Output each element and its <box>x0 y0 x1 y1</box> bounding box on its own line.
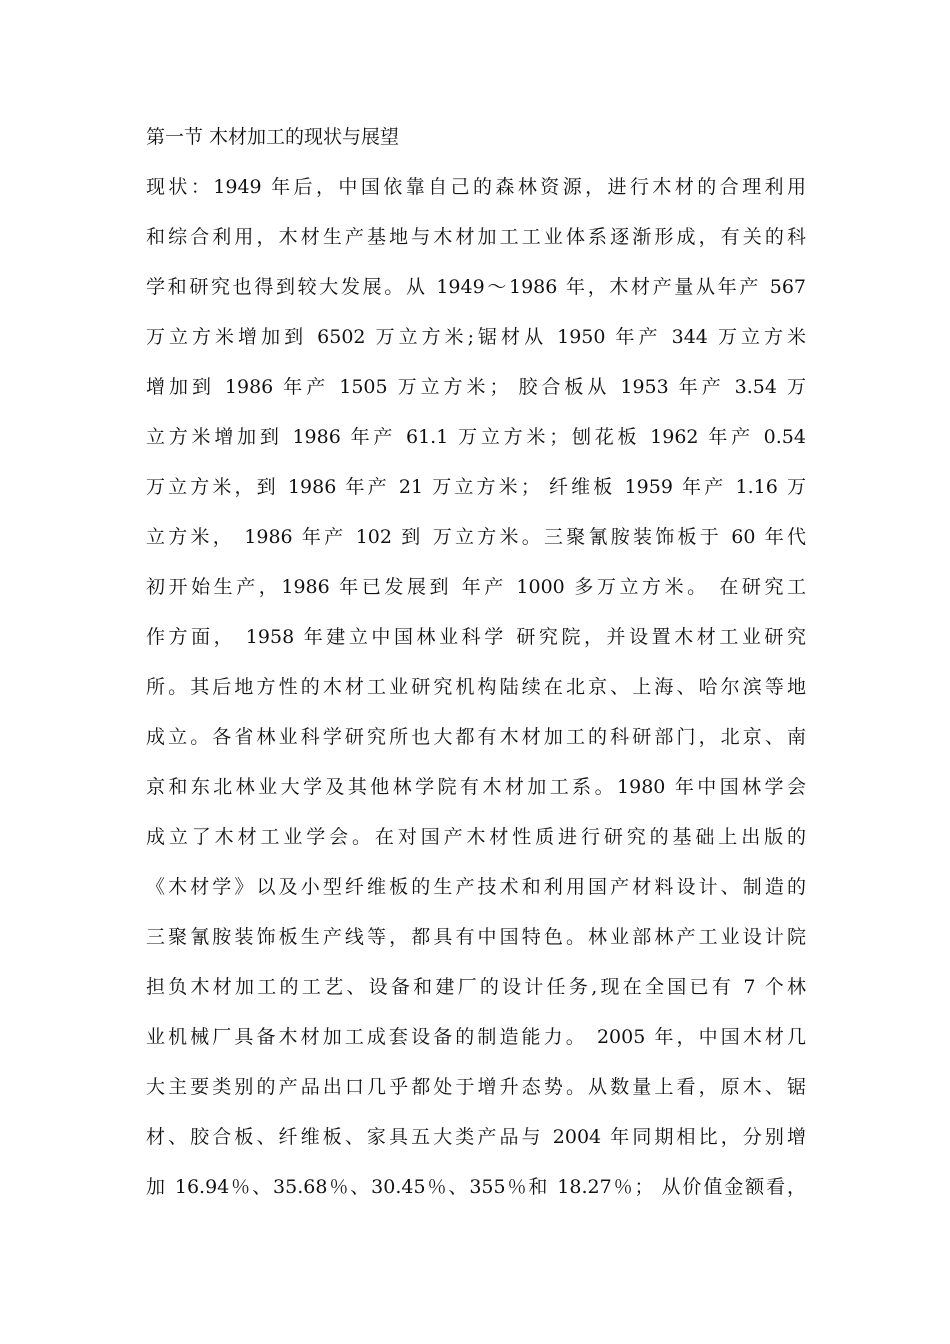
document-body <box>146 112 806 1212</box>
text-line: 业机械厂具备木材加工成套设备的制造能力。 2005 年，中国木材几 <box>146 1026 806 1048</box>
text-line: 增加到 1986 年产 1505 万立方米； 胶合板从 1953 年产 3.54 万 <box>146 376 806 398</box>
text-line: 立方米增加到 1986 年产 61.1 万立方米；刨花板 1962 年产 0.54 <box>146 426 806 448</box>
body-paragraph <box>146 162 806 1212</box>
text-line: 担负木材加工的工艺、设备和建厂的设计任务,现在全国已有 7 个林 <box>146 976 806 998</box>
text-line: 大主要类别的产品出口几乎都处于增升态势。从数量上看，原木、锯 <box>146 1076 806 1098</box>
text-line: 立方米， 1986 年产 102 到 万立方米。三聚氰胺装饰板于 60 年代 <box>146 526 806 548</box>
section-heading: 第一节 木材加工的现状与展望 <box>146 126 400 148</box>
text-line: 加 16.94％、35.68％、30.45％、355％和 18.27％； 从价值金额看， <box>146 1176 806 1198</box>
text-line: 现状：1949 年后，中国依靠自己的森林资源，进行木材的合理利用 <box>146 176 806 198</box>
text-line: 初开始生产，1986 年已发展到 年产 1000 多万立方米。 在研究工 <box>146 576 806 598</box>
text-line: 成立了木材工业学会。在对国产木材性质进行研究的基础上出版的 <box>146 826 806 848</box>
text-line: 京和东北林业大学及其他林学院有木材加工系。1980 年中国林学会 <box>146 776 806 798</box>
text-line: 成立。各省林业科学研究所也大都有木材加工的科研部门，北京、南 <box>146 726 806 748</box>
text-line: 万立方米，到 1986 年产 21 万立方米； 纤维板 1959 年产 1.16 万 <box>146 476 806 498</box>
text-line: 学和研究也得到较大发展。从 1949～1986 年，木材产量从年产 567 <box>146 276 806 298</box>
text-line: 万立方米增加到 6502 万立方米;锯材从 1950 年产 344 万立方米 <box>146 326 806 348</box>
text-line: 所。其后地方性的木材工业研究机构陆续在北京、上海、哈尔滨等地 <box>146 676 806 698</box>
text-line: 作方面， 1958 年建立中国林业科学 研究院，并设置木材工业研究 <box>146 626 806 648</box>
text-line: 材、胶合板、纤维板、家具五大类产品与 2004 年同期相比，分别增 <box>146 1126 806 1148</box>
text-line: 三聚氰胺装饰板生产线等，都具有中国特色。林业部林产工业设计院 <box>146 926 806 948</box>
text-line: 和综合利用，木材生产基地与木材加工工业体系逐渐形成，有关的科 <box>146 226 806 248</box>
text-line: 《木材学》以及小型纤维板的生产技术和利用国产材料设计、制造的 <box>146 876 806 898</box>
